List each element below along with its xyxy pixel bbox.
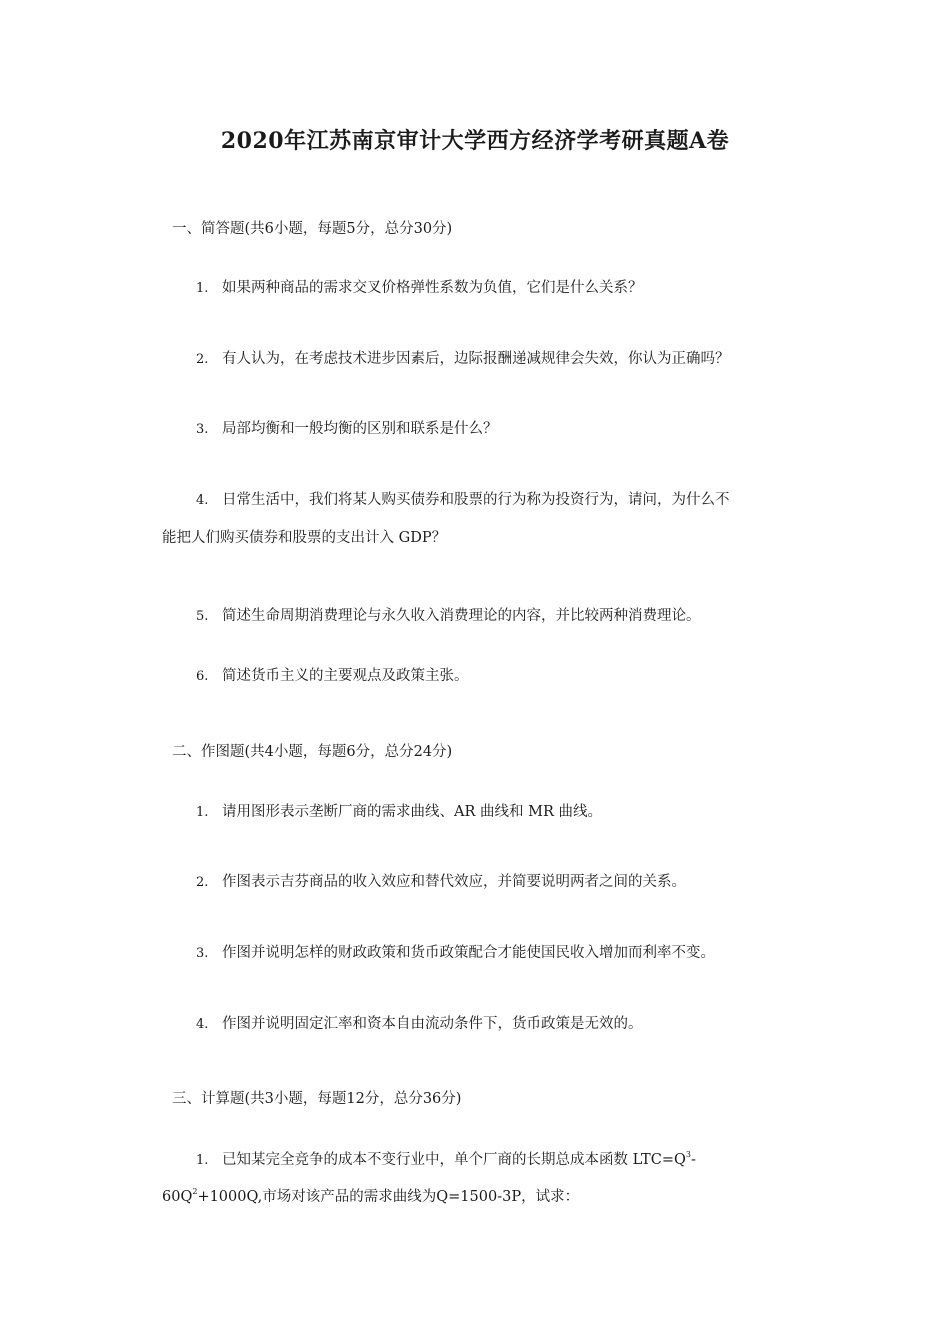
question-number: 3. xyxy=(196,946,209,961)
section-heading-short-answer: 一、简答题(共6小题，每题5分，总分30分) xyxy=(172,221,453,237)
question-text: 简述货币主义的主要观点及政策主张。 xyxy=(222,668,469,684)
question-text: 有人认为，在考虑技术进步因素后，边际报酬递减规律会失效，你认为正确吗？ xyxy=(222,351,730,367)
question-number: 1. xyxy=(196,805,209,820)
exponent: 2 xyxy=(192,1187,198,1197)
question-2-2 xyxy=(196,871,686,894)
question-number: 2. xyxy=(196,875,209,890)
section-heading-calculation: 三、计算题(共3小题，每题12分，总分36分) xyxy=(172,1091,462,1107)
question-1-6 xyxy=(196,665,469,688)
question-2-1 xyxy=(196,801,602,824)
question-text-suffix: - xyxy=(690,1152,696,1168)
question-text: 如果两种商品的需求交叉价格弹性系数为负值，它们是什么关系？ xyxy=(222,280,643,296)
question-number: 4. xyxy=(196,493,209,508)
question-number: 2. xyxy=(196,352,209,367)
continuation-text-rest: +1000Q,市场对该产品的需求曲线为Q=1500-3P，试求： xyxy=(197,1189,580,1205)
document-title: 2020年江苏南京审计大学西方经济学考研真题A卷 xyxy=(220,128,730,154)
question-1-1 xyxy=(196,277,643,300)
question-2-3 xyxy=(196,942,715,965)
question-1-5 xyxy=(196,605,701,628)
question-3-1 xyxy=(196,1149,696,1172)
question-text: 请用图形表示垄断厂商的需求曲线、AR 曲线和 MR 曲线。 xyxy=(222,804,602,820)
question-1-3 xyxy=(196,418,498,441)
question-text: 作图并说明固定汇率和资本自由流动条件下，货币政策是无效的。 xyxy=(222,1016,643,1032)
question-1-4-continuation: 能把人们购买债券和股票的支出计入 GDP？ xyxy=(162,530,447,546)
section-heading-graphing: 二、作图题(共4小题，每题6分，总分24分) xyxy=(172,744,453,760)
question-number: 3. xyxy=(196,422,209,437)
question-text: 局部均衡和一般均衡的区别和联系是什么？ xyxy=(222,421,498,437)
question-number: 1. xyxy=(196,281,209,296)
continuation-text: 60Q xyxy=(162,1189,193,1205)
question-1-2 xyxy=(196,348,730,371)
question-1-4 xyxy=(196,489,730,512)
question-3-1-continuation xyxy=(162,1186,579,1208)
question-text: 作图并说明怎样的财政政策和货币政策配合才能使国民收入增加而利率不变。 xyxy=(222,945,715,961)
exponent: 3 xyxy=(685,1150,691,1160)
question-text: 日常生活中，我们将某人购买债券和股票的行为称为投资行为，请问，为什么不 xyxy=(222,492,730,508)
question-number: 6. xyxy=(196,669,209,684)
question-2-4 xyxy=(196,1013,643,1036)
question-number: 4. xyxy=(196,1017,209,1032)
question-text: 作图表示吉芬商品的收入效应和替代效应，并简要说明两者之间的关系。 xyxy=(222,874,686,890)
question-number: 5. xyxy=(196,609,209,624)
question-text: 简述生命周期消费理论与永久收入消费理论的内容，并比较两种消费理论。 xyxy=(222,608,701,624)
question-text: 已知某完全竞争的成本不变行业中，单个厂商的长期总成本函数 LTC=Q xyxy=(222,1152,686,1168)
question-number: 1. xyxy=(196,1153,209,1168)
